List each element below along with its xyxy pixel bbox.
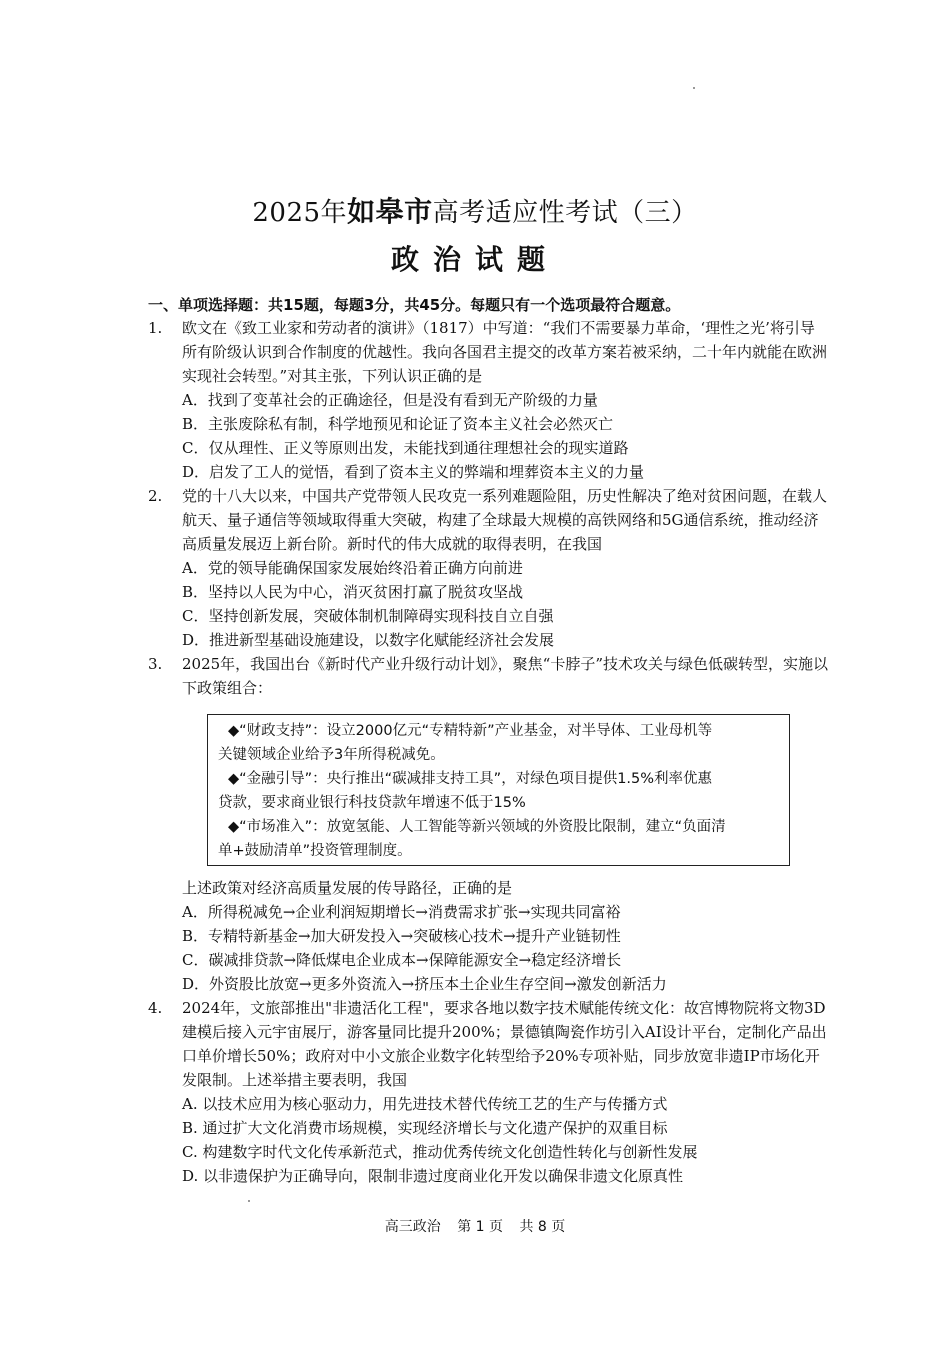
question-stem: 党的十八大以来，中国共产党带领人民攻克一系列难题险阻，历史性解决了绝对贫困问题，在载人航天、量子通信等领域取得重大突破，构建了全球最大规模的高铁网络和5G通信系统，推动经济高质量发展迈上新台阶。新时代的伟大成就的取得表明，在我国	[182, 487, 828, 553]
option-c: C．碳减排贷款→降低煤电企业成本→保障能源安全→稳定经济增长	[182, 951, 622, 969]
option-b: B．主张废除私有制，科学地预见和论证了资本主义社会必然灭亡	[182, 415, 614, 433]
title-city: 如皋市	[347, 195, 433, 228]
question-number: 1.	[148, 319, 163, 337]
exam-subtitle: 政治试题	[390, 243, 559, 276]
box-line: ◆“金融引导”：央行推出“碳减排支持工具”，对绿色项目提供1.5%利率优惠	[228, 771, 713, 787]
footer-subject: 高三政治	[384, 1219, 441, 1235]
option-a: A．找到了变革社会的正确途径，但是没有看到无产阶级的力量	[182, 391, 598, 409]
question-4	[148, 996, 828, 1188]
box-line: 关键领域企业给予3年所得税减免。	[218, 747, 445, 763]
box-line: ◆“市场准入”：放宽氢能、人工智能等新兴领域的外资股比限制，建立“负面清	[228, 819, 726, 835]
option-b: B．坚持以人民为中心，消灭贫困打赢了脱贫攻坚战	[182, 583, 524, 601]
question-stem: 2024年，文旅部推出"非遗活化工程"，要求各地以数字技术赋能传统文化：故宫博物院将文物3D建模后接入元宇宙展厅，游客量同比提升200%；景德镇陶瓷作坊引入AI设计平台，定制化产品出口单价增长50%；政府对中小文旅企业数字化转型给予20%专项补贴，同步放宽非遗IP市场化开发限制。上述举措主要表明，我国	[182, 999, 827, 1089]
footer-page: 第 1 页	[457, 1219, 503, 1235]
scan-speck	[248, 1200, 250, 1202]
footer-total: 共 8 页	[519, 1219, 566, 1235]
option-a: A．所得税减免→企业利润短期增长→消费需求扩张→实现共同富裕	[182, 903, 621, 921]
title-rest: 高考适应性考试（三）	[432, 198, 698, 228]
option-c: C．坚持创新发展，突破体制机制障碍实现科技自立自强	[182, 607, 554, 625]
question-3	[148, 652, 828, 996]
option-d: D．外资股比放宽→更多外资流入→挤压本土企业生存空间→激发创新活力	[182, 975, 667, 993]
question-number: 4.	[148, 999, 163, 1017]
questions-list	[148, 316, 828, 1188]
question-1	[148, 316, 828, 484]
exam-title	[0, 190, 950, 230]
option-c: C．仅从理性、正义等原则出发，未能找到通往理想社会的现实道路	[182, 439, 629, 457]
box-line: ◆“财政支持”：设立2000亿元“专精特新”产业基金，对半导体、工业母机等	[228, 723, 713, 739]
section-heading: 一、单项选择题：共15题，每题3分，共45分。每题只有一个选项最符合题意。	[148, 296, 681, 314]
policy-box	[207, 714, 790, 866]
question-stem: 欧文在《致工业家和劳动者的演讲》（1817）中写道：“我们不需要暴力革命，‘理性之光’将引导所有阶级认识到合作制度的优越性。我向各国君主提交的改革方案若被采纳，二十年内就能在欧洲实现社会转型。”对其主张，下列认识正确的是	[182, 319, 828, 385]
option-a: A．党的领导能确保国家发展始终沿着正确方向前进	[182, 559, 523, 577]
option-b: B. 通过扩大文化消费市场规模，实现经济增长与文化遗产保护的双重目标	[182, 1119, 668, 1137]
option-c: C. 构建数字时代文化传承新范式，推动优秀传统文化创造性转化与创新性发展	[182, 1143, 698, 1161]
option-d: D．推进新型基础设施建设，以数字化赋能经济社会发展	[182, 631, 555, 649]
scan-speck	[693, 87, 695, 89]
box-line: 贷款，要求商业银行科技贷款年增速不低于15%	[218, 795, 526, 811]
option-d: D．启发了工人的觉悟，看到了资本主义的弊端和埋葬资本主义的力量	[182, 463, 645, 481]
page-footer	[0, 1216, 950, 1236]
question-prompt: 上述政策对经济高质量发展的传导路径，正确的是	[182, 879, 513, 897]
box-line: 单+鼓励清单”投资管理制度。	[218, 843, 412, 859]
title-year: 2025年	[252, 198, 348, 228]
question-2	[148, 484, 828, 652]
question-stem: 2025年，我国出台《新时代产业升级行动计划》，聚焦“卡脖子”技术攻关与绿色低碳转型，实施以下政策组合：	[182, 655, 829, 697]
option-a: A. 以技术应用为核心驱动力，用先进技术替代传统工艺的生产与传播方式	[182, 1095, 668, 1113]
option-b: B．专精特新基金→加大研发投入→突破核心技术→提升产业链韧性	[182, 927, 621, 945]
question-number: 2.	[148, 487, 163, 505]
option-d: D. 以非遗保护为正确导向，限制非遗过度商业化开发以确保非遗文化原真性	[182, 1167, 684, 1185]
question-number: 3.	[148, 655, 163, 673]
